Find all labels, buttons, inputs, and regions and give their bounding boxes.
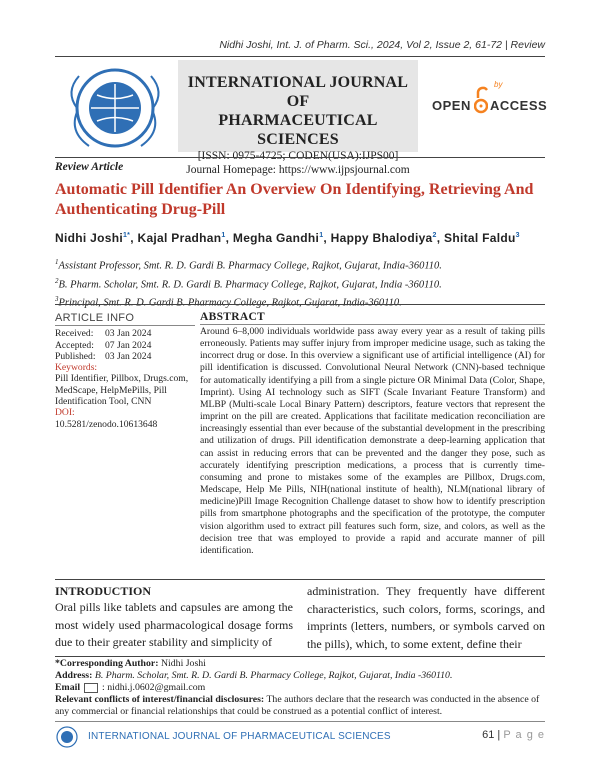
author-sup: 1 — [221, 232, 226, 239]
introduction-right-column: administration. They frequently have different characteristics, such colors, forms, scorings, and imprints (letters, numbers, or symbols carved on the pills), which, to some extent, define their — [307, 584, 545, 651]
affiliation-item: $^1$Assistant Professor, Smt. R. D. Gardi B. Pharmacy College, Rajkot, Gujarat, India-360110. — [55, 258, 442, 272]
footer-rule — [55, 721, 545, 722]
email-icon — [84, 683, 98, 693]
section-rule — [55, 579, 545, 580]
email-address[interactable]: nidhi.j.0602@gmail.com — [107, 682, 206, 693]
author-list: Nidhi Joshi$^{1*}$, Kajal Pradhan$^1$, Megha Gandhi$^1$, Happy Bhalodiya$^2$, Shital Faldu$^3$ — [55, 231, 520, 245]
author-name: Happy Bhalodiya — [330, 231, 433, 245]
journal-title-line1: INTERNATIONAL JOURNAL OF — [187, 74, 409, 110]
article-type: Review Article — [55, 161, 124, 173]
author-sup: 2 — [432, 232, 437, 239]
author-name: Shital Faldu — [444, 231, 516, 245]
footnotes — [55, 658, 545, 718]
accepted-row: Accepted: 07 Jan 2024 — [55, 339, 152, 351]
open-access-by: by — [494, 80, 503, 89]
author-sup: 1* — [122, 232, 131, 239]
journal-globe-logo — [55, 62, 175, 154]
article-info-heading: ARTICLE INFO — [55, 313, 195, 326]
affiliation-item: $^3$Principal, Smt. R. D. Gardi B. Pharmacy College, Rajkot, Gujarat, India-360110. — [55, 295, 402, 309]
doi-value[interactable]: 10.5281/zenodo.10613648 — [55, 418, 158, 430]
received-row: Received: 03 Jan 2024 — [55, 328, 152, 340]
open-access-access-label: ACCESS — [490, 98, 548, 113]
author-sup: 1 — [319, 232, 324, 239]
introduction-left-column: Oral pills like tablets and capsules are among the most widely used pharmacological dosage forms due to their greater stability and simplicity of — [55, 600, 293, 649]
footer-journal-name: INTERNATIONAL JOURNAL OF PHARMACEUTICAL SCIENCES — [88, 731, 391, 742]
author-sup: 3 — [515, 232, 520, 239]
article-title: Automatic Pill Identifier An Overview On Identifying, Retrieving And Authenticating Drug-Pill — [55, 181, 534, 218]
author-name: Kajal Pradhan — [137, 231, 222, 245]
author-name: Nidhi Joshi — [55, 231, 123, 245]
header-rule — [55, 56, 545, 57]
journal-masthead — [178, 60, 418, 176]
conflict-statement: Relevant conflicts of interest/financial disclosures: The authors declare that the research was conducted in the absence of any commercial or financial relationships that could be construed as a potential conflict of interest. — [55, 694, 540, 717]
email-row: Email : nidhi.j.0602@gmail.com — [55, 682, 206, 693]
masthead-rule — [55, 157, 545, 158]
affiliations — [55, 255, 535, 311]
journal-title-line2: PHARMACEUTICAL SCIENCES — [218, 112, 378, 148]
page-number: 61 | P a g e — [482, 729, 545, 741]
open-lock-icon — [474, 86, 488, 116]
address: Address: B. Pharm. Scholar, Smt. R. D. Gardi B. Pharmacy College, Rajkot, Gujarat, India -360110. — [55, 670, 453, 681]
footnote-rule — [55, 656, 545, 657]
published-row: Published: 03 Jan 2024 — [55, 350, 152, 362]
article-info-panel — [55, 313, 195, 430]
doi-label: DOI: — [55, 407, 75, 419]
introduction-heading: INTRODUCTION — [55, 584, 152, 598]
corresponding-author: *Corresponding Author: Nidhi Joshi — [55, 658, 206, 669]
journal-issn: [ISSN: 0975-4725; CODEN(USA):IJPS00] — [197, 150, 399, 162]
keywords-list: Pill Identifier, Pillbox, Drugs.com, MedScape, HelpMePills, Pill Identification Tool, CNN — [55, 373, 189, 408]
abstract-text: Around 6–8,000 individuals worldwide pass away every year as a result of taking pills erroneously. Patients may suffer injury from improper medicine usage, such as taking the incorrect drug or dose. In this overview a significant use of artificial intelligence (AI) for pill identification is discussed. Convolutional Neural Network (CNN)-based technique for automatically identifying a pill from a single picture OR Minimal Data (Color, Shape, Imprint). Using AI technology such as SIFT (Scale Invariant Feature Transform) and MLBP (Multi-scale Local Binary Pattern) descriptors, feature vectors that represent the imprint on the pill are created. Applications that facilitate medication reconciliation are increasingly essential than ever because of the substantial development in the prescribing and utilization of drugs. Pill identification demonstrate a deep-learning application that can assist in reducing errors that can be prevented and the danger they pose, such as accurately identifying prescription medications, a process that is currently time-consuming and prone to mistakes some of the examples are Pillbox, Drugs.com, Medscape, Help Me Pills, NIH(national institute of health), NLM(national library of medicine)Pill Image Recognition Challenge dataset to show how to identify prescription pills from smartphone photographs and the specification of the prototype, the computer vision algorithm used to extract pill features such form, size, and colors, as well as the decision tree that was employed to provide a rapid and accurate manner of pill identification. — [200, 326, 545, 556]
abstract-heading: ABSTRACT — [200, 311, 545, 325]
footer-globe-icon — [55, 725, 79, 749]
affiliation-item: $^2$B. Pharm. Scholar, Smt. R. D. Gardi B. Pharmacy College, Rajkot, Gujarat, India -360110. — [55, 276, 442, 290]
keywords-label: Keywords: — [55, 362, 98, 374]
running-header-citation: Nidhi Joshi, Int. J. of Pharm. Sci., 2024, Vol 2, Issue 2, 61-72 | Review — [219, 39, 545, 51]
journal-homepage[interactable]: Journal Homepage: https://www.ijpsjournal.com — [186, 164, 410, 176]
author-name: Megha Gandhi — [232, 231, 320, 245]
section-rule — [55, 304, 545, 305]
open-access-badge — [432, 80, 552, 130]
open-access-open-label: OPEN — [432, 98, 471, 113]
